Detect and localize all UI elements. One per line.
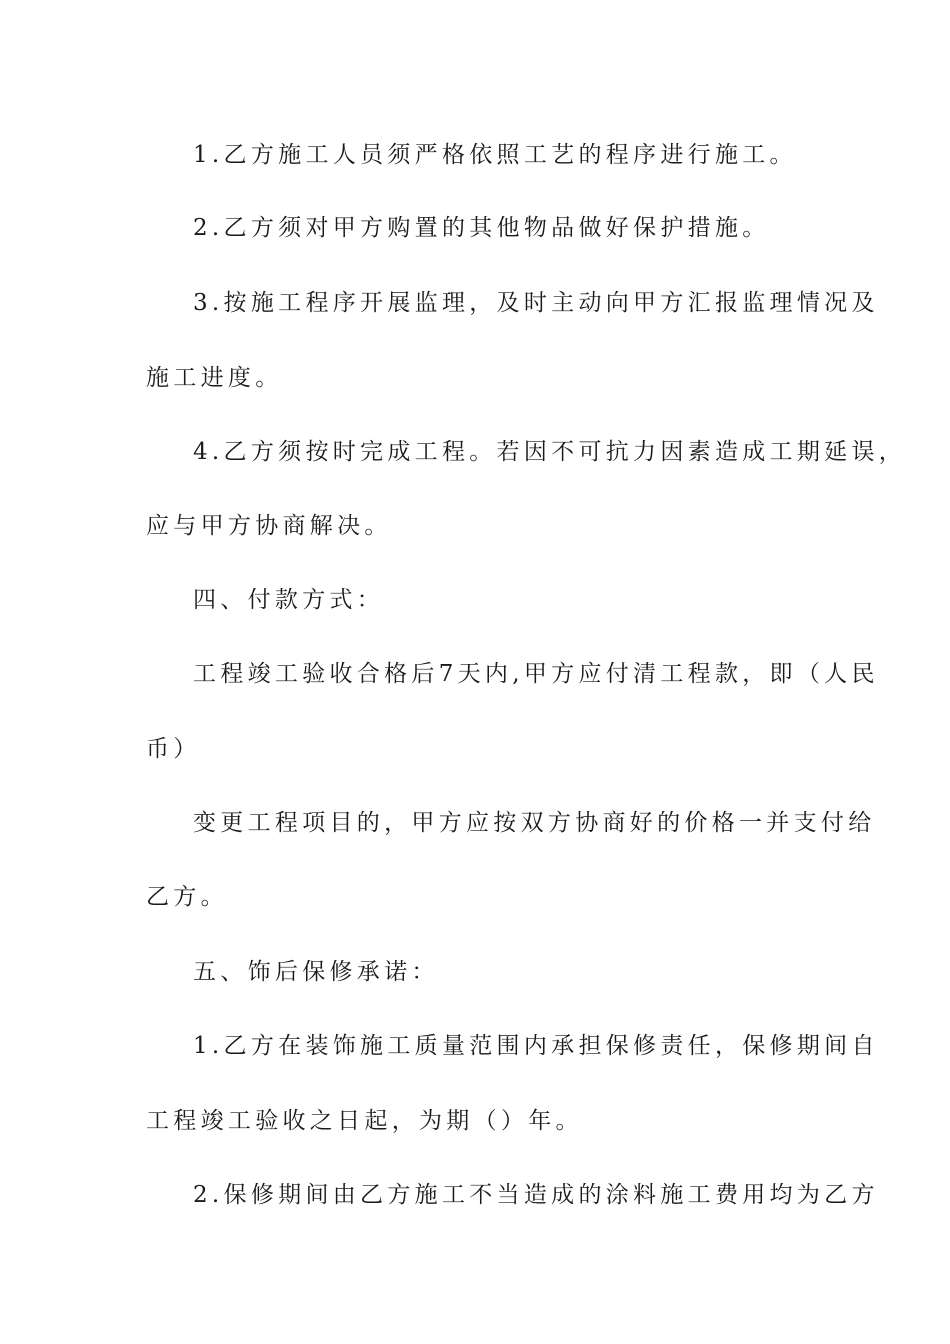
paragraph-line: 应与甲方协商解决。 [146, 513, 392, 539]
section-heading: 五、饰后保修承诺： [193, 959, 439, 985]
section-heading: 四、付款方式： [193, 587, 385, 613]
paragraph-line: 1.乙方施工人员须严格依照工艺的程序进行施工。 [193, 142, 797, 168]
paragraph-line: 2.乙方须对甲方购置的其他物品做好保护措施。 [193, 215, 770, 241]
paragraph-line: 2.保修期间由乙方施工不当造成的涂料施工费用均为乙方 [193, 1182, 879, 1208]
paragraph-line: 变更工程项目的，甲方应按双方协商好的价格一并支付给 [193, 810, 876, 836]
paragraph-line: 施工进度。 [146, 365, 283, 391]
paragraph-line: 乙方。 [146, 884, 228, 910]
paragraph-line: 4.乙方须按时完成工程。若因不可抗力因素造成工期延误， [193, 439, 907, 465]
paragraph-line: 币） [146, 736, 201, 762]
paragraph-line: 工程竣工验收之日起，为期（）年。 [146, 1108, 583, 1134]
paragraph-line: 工程竣工验收合格后7天内,甲方应付清工程款，即（人民 [193, 661, 879, 687]
paragraph-line: 3.按施工程序开展监理，及时主动向甲方汇报监理情况及 [193, 290, 879, 316]
paragraph-line: 1.乙方在装饰施工质量范围内承担保修责任，保修期间自 [193, 1033, 879, 1059]
